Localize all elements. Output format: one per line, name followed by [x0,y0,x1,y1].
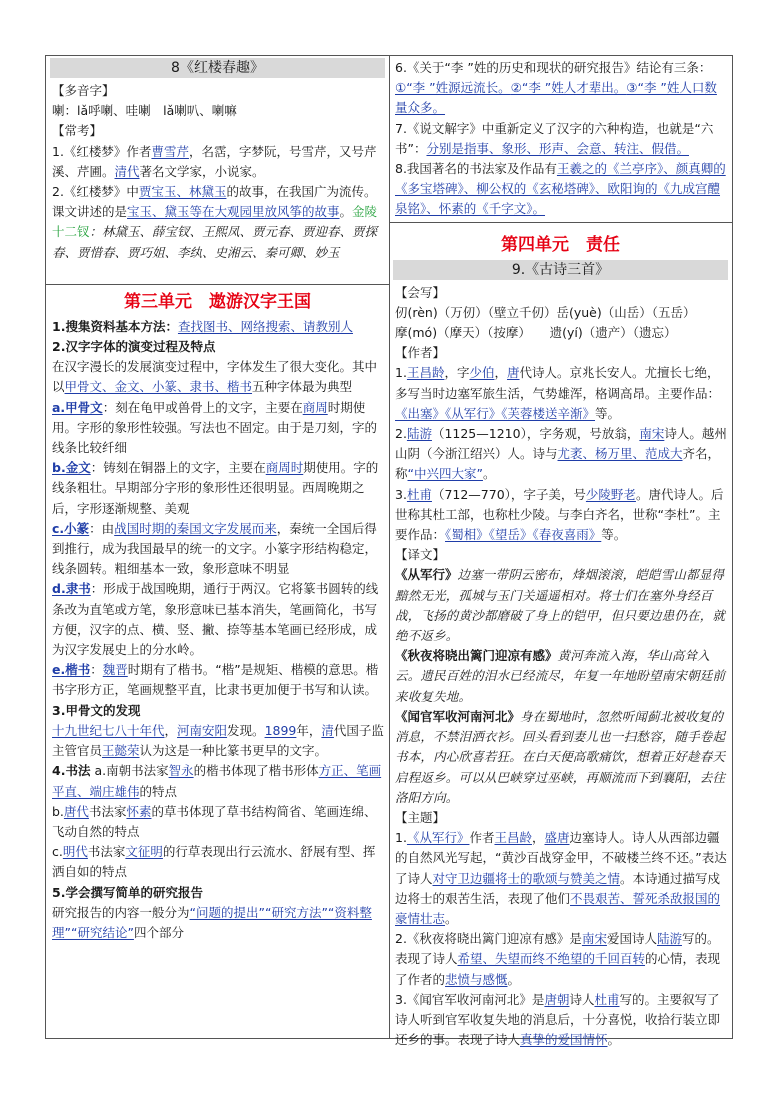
section-9-title: 9.《古诗三首》 [393,260,728,280]
translation-3: 《闻官军收河南河北》身在蜀地时，忽然听闻蓟北被收复的消息，不禁泪洒衣衫。回头看到妻儿也一扫愁容，随手卷起书本，内心欣喜若狂。在白天便高歌痛饮，想着正好趁春天启程返乡。可以从巴峡穿过巫峡，再顺流而下到襄阳，去往洛阳方向。 [395,708,726,805]
author-1: 1.王昌龄，字少伯，唐代诗人。京兆长安人。尤擅长七绝，多写当时边塞军旅生活，气势雄浑，格调高昂。主要作品：《出塞》《从军行》《芙蓉楼送辛渐》等。 [395,365,721,421]
section-divider [389,222,732,223]
zuozhe-heading: 【作者】 [395,345,446,361]
translation-2: 《秋夜将晓出篱门迎凉有感》黄河奔流入海，华山高耸入云。遗民百姓的泪水已经流尽，年复一年地盼望南宋朝廷前来收复失地。 [395,648,726,704]
u3-item-4c: c.明代书法家文征明的行草表现出行云流水、舒展有型、挥洒自如的特点 [52,844,376,880]
changkao-item-1: 1.《红楼梦》作者曹雪芹，名霑，字梦阮，号雪芹，又号芹溪、芹圃。清代著名文学家，小说家。 [52,143,377,179]
u3-item-5-heading: 5.学会撰写简单的研究报告 [52,884,203,900]
r-item-8: 8.我国著名的书法家及作品有王羲之的《兰亭序》、颜真卿的《多宝塔碑》、柳公权的《玄秘塔碑》、欧阳询的《九成宫醴泉铭》、怀素的《千字文》。 [395,161,726,217]
u3-item-3-heading: 3.甲骨文的发现 [52,702,141,718]
huixie-line-2: 摩(mó)（摩天）（按摩） 遗(yí)（遗产）（遗忘） [395,325,677,341]
u3-item-5-text: 研究报告的内容一般分为“问题的提出”“研究方法”“资料整理”“研究结论”四个部分 [52,904,372,940]
theme-2: 2.《秋夜将晓出篱门迎凉有感》是南宋爱国诗人陆游写的。表现了诗人希望、失望而终不绝望的千回百转的心情，表现了作者的悲愤与感慨。 [395,931,721,987]
theme-3: 3.《闻官军收河南河北》是唐朝诗人杜甫写的。主要叙写了诗人听到官军收复失地的消息后，十分喜悦，收拾行装立即还乡的事。表现了诗人真挚的爱国情怀。 [395,991,721,1048]
u3-item-4b: b.唐代书法家怀素的草书体现了草书结构简省、笔画连绵、飞动自然的特点 [52,803,377,839]
yiwen-heading: 【译文】 [395,547,446,563]
left-column [46,56,390,1038]
translation-1: 《从军行》边塞一带阴云密布，烽烟滚滚，皑皑雪山都显得黯然无光，孤城与玉门关遥遥相对。将士们在塞外身经百战，飞扬的黄沙都磨破了身上的铠甲，但只要边患仍在，就绝不返乡。 [395,567,726,644]
r-item-6: 6.《关于“李 ”姓的历史和现状的研究报告》结论有三条：①“李 ”姓源远流长。②“李 ”姓人才辈出。③“李 ”姓人口数量众多。 [395,60,717,116]
worksheet [45,55,733,1048]
u3-item-3-text: 十九世纪七八十年代，河南安阳发现。1899年，清代国子监主管官员王懿荣认为这是一种比篆书更早的文字。 [52,722,384,759]
u3-item-2-intro: 在汉字漫长的发展演变过程中，字体发生了很大变化。其中以甲骨文、金文、小篆、隶书、楷书五种字体最为典型 [52,359,378,395]
font-lishu: d.隶书：形成于战国晚期，通行于两汉。它将篆书圆转的线条改为直笔或方笔，象形意味已基本消失，笔画简化，书写方便，汉字的点、横、竖、撇、捺等基本笔画已经形成，成为汉字发展史上的分水岭。 [52,581,379,658]
font-kaishu: e.楷书：魏晋时期有了楷书。“楷”是规矩、楷模的意思。楷书字形方正，笔画规整平直，比隶书更加便于书写和认读。 [52,662,379,698]
author-2: 2.陆游（1125—1210），字务观，号放翁，南宋诗人。越州山阴（今浙江绍兴）人。诗与尤袤、杨万里、范成大齐名，称“中兴四大家”。 [395,426,727,482]
huixie-heading: 【会写】 [395,284,446,300]
r-item-7: 7.《说文解字》中重新定义了汉字的六种构造，也就是“六书”：分别是指事、象形、形声、会意、转注、假借。 [395,120,714,156]
changkao-item-2: 2.《红楼梦》中贾宝玉、林黛玉的故事，在我国广为流传。课文讲述的是宝玉、黛玉等在大观园里放风筝的故事。金陵十二钗：林黛玉、薛宝钗、王熙凤、贾元春、贾迎春、贾探春、贾惜春、贾巧姐、李纨、史湘云、秦可卿、妙玉 [52,184,378,260]
changkao-heading: 【常考】 [52,123,103,139]
right-column [389,56,732,1048]
duoyin-heading: 【多音字】 [52,83,115,98]
u3-item-1: 1.搜集资料基本方法：查找图书、网络搜索、请教别人 [52,318,353,334]
huixie-line-1: 仞(rèn)（万仞）（壁立千仞）岳(yuè)（山岳）（五岳） [395,304,696,320]
u3-item-2-heading: 2.汉字字体的演变过程及特点 [52,339,216,355]
font-xiaozhuan: c.小篆：由战国时期的秦国文字发展而来，秦统一全国后得到推行，成为我国最早的统一的文字。小篆字形结构稳定，线条圆转。粗细基本一致，象形意味不明显 [52,520,378,577]
u3-item-4a: 4.书法 a.南朝书法家智永的楷书体现了楷书形体方正、笔画平直、端庄雄伟的特点 [52,763,382,799]
unit-4-title: 第四单元 责任 [501,234,620,255]
font-jinwen: b.金文：铸刻在铜器上的文字，主要在商周时期使用。字的线条粗壮。早期部分字形的象形性还很明显。西周晚期之后，字形逐渐规整、美观 [52,460,379,516]
author-3: 3.杜甫（712—770），字子美，号少陵野老。唐代诗人。后世称其杜工部，也称杜少陵。与李白齐名，世称“李杜”。主要作品：《蜀相》《望岳》《春夜喜雨》等。 [395,486,724,543]
section-divider [46,284,389,285]
duoyin-line: 喇：lǎ呼喇、哇喇 lǎ喇叭、喇嘛 [52,103,237,119]
unit-3-title: 第三单元 遨游汉字王国 [124,291,311,312]
font-jiaguwen: a.甲骨文：刻在龟甲或兽骨上的文字，主要在商周时期使用。字形的象形性较强。写法也不固定。由于是刀刻，字的线条比较纤细 [52,399,378,456]
zhuti-heading: 【主题】 [395,809,446,825]
theme-1: 1.《从军行》作者王昌龄，盛唐边塞诗人。诗人从西部边疆的自然风光写起，“黄沙百战穿金甲，不破楼兰终不还。”表达了诗人对守卫边疆将士的歌颂与赞美之情。本诗通过描写戍边将士的艰苦生活，表现了他们不畏艰苦、誓死杀敌报国的豪情壮志。 [395,830,727,926]
section-8-title: 8《红楼春趣》 [50,58,385,78]
